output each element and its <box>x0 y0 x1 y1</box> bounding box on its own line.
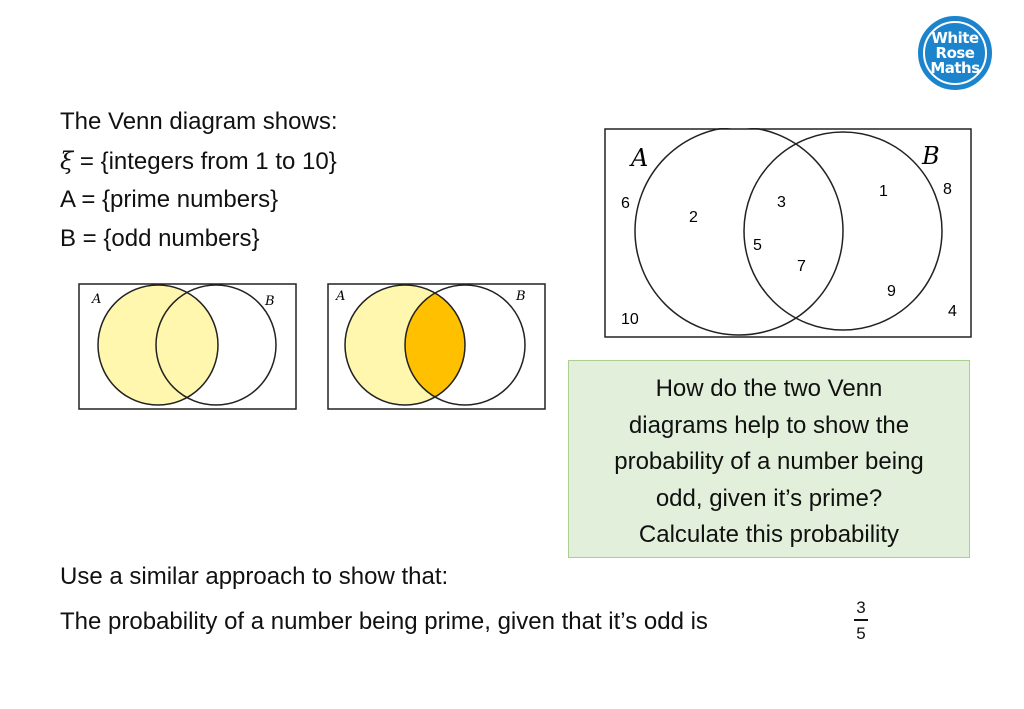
question-box <box>568 360 970 558</box>
logo-ring <box>923 21 987 85</box>
white-rose-maths-logo <box>918 16 992 90</box>
main-venn-universal-rect <box>605 129 971 337</box>
main-venn-value: 3 <box>777 194 786 211</box>
main-venn-value: 7 <box>797 258 806 275</box>
venn-2-label-b: B <box>516 289 526 304</box>
question-text: How do the two Venn diagrams help to show the probability of a number being odd, given it’s prime? Calculate this probability <box>614 375 924 548</box>
logo-text-line-1: White <box>931 28 979 47</box>
set-b-definition: B = {odd numbers} <box>60 225 260 252</box>
main-venn-value: 9 <box>887 283 896 300</box>
fraction-numerator: 3 <box>856 598 866 617</box>
approach-prompt: Use a similar approach to show that: <box>60 563 449 590</box>
universal-set-line <box>60 141 337 182</box>
venn-diagram-intersection-shaded <box>327 283 547 411</box>
intro-heading: The Venn diagram shows: <box>60 108 338 135</box>
venn-1-label-a: A <box>92 292 102 307</box>
main-venn-value: 5 <box>753 237 762 254</box>
main-venn-value: 1 <box>879 183 888 200</box>
universal-set-text: = {integers from 1 to 10} <box>73 148 337 175</box>
main-venn-value: 6 <box>621 195 630 212</box>
set-a-definition: A = {prime numbers} <box>60 186 279 213</box>
main-venn-value: 4 <box>948 303 957 320</box>
logo-text-line-2: Rose <box>935 43 975 62</box>
main-venn-label-b: B <box>922 142 940 170</box>
venn-diagram-a-shaded <box>78 283 298 411</box>
venn-2-label-a: A <box>336 289 346 304</box>
fraction-denominator: 5 <box>856 623 866 643</box>
fraction-bar <box>854 619 868 621</box>
main-venn-value: 8 <box>943 181 952 198</box>
venn-1-label-b: B <box>265 294 275 309</box>
main-venn-value: 10 <box>621 311 639 328</box>
main-venn-label-a: A <box>631 144 649 172</box>
xi-symbol: ξ <box>60 147 74 175</box>
fraction <box>851 598 871 643</box>
main-venn-value: 2 <box>689 209 698 226</box>
probability-statement: The probability of a number being prime, given that it’s odd is <box>60 608 708 635</box>
main-venn-diagram <box>604 128 974 340</box>
logo-text-line-3: Maths <box>930 58 980 77</box>
venn-1-circle-a <box>98 285 218 405</box>
